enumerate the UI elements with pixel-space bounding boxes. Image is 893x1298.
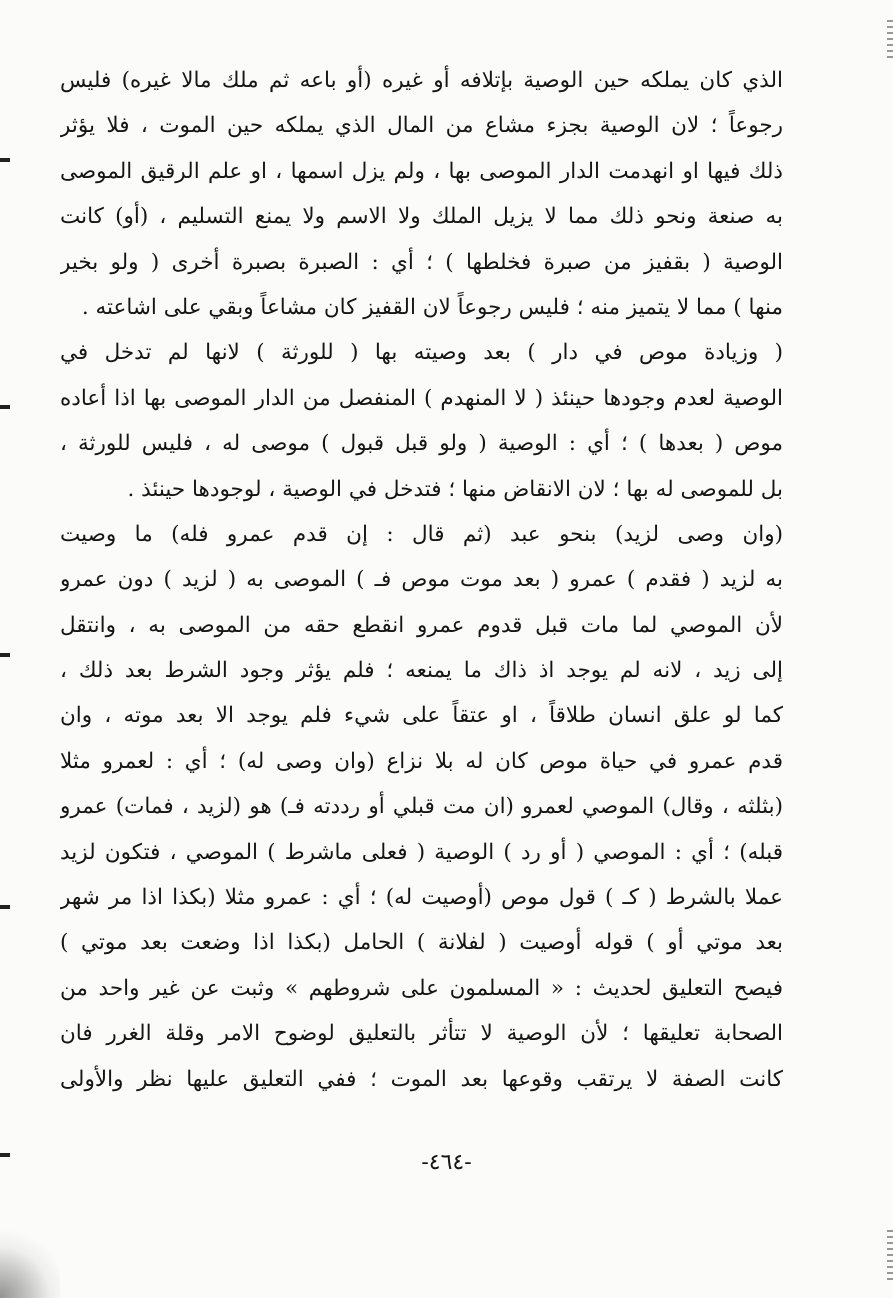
margin-mark xyxy=(0,653,10,657)
text-line: (بثلثه ، وقال) الموصي لعمرو (ان مت قبلي أو رددته فـ) هو (لزيد ، فمات) عمرو xyxy=(60,794,783,820)
text-line: بعد موتي أو ) قوله أوصيت ( لفلانة ) الحامل (بكذا اذا وضعت بعد موتي ) xyxy=(60,930,783,956)
text-line: به لزيد ( فقدم ) عمرو ( بعد موت موص فـ ) الموصى به ( لزيد ) دون عمرو xyxy=(60,567,783,593)
text-line: الوصية لعدم وجودها حينئذ ( لا المنهدم ) المنفصل من الدار الموصى بها اذا أعاده xyxy=(60,385,783,411)
text-line: ( وزيادة موص في دار ) بعد وصيته بها ( للورثة ) لانها لم تدخل في xyxy=(60,340,783,366)
text-line: ذلك فيها او انهدمت الدار الموصى بها ، ولم يزل اسمها ، او علم الرقيق الموصى xyxy=(60,158,783,184)
text-line: منها ) مما لا يتميز منه ؛ فليس رجوعاً لان القفيز كان مشاعاً وبقي على اشاعته . xyxy=(81,294,783,320)
text-line: (وان وصى لزيد) بنحو عبد (ثم قال : إن قدم عمرو فله) ما وصيت xyxy=(60,521,783,547)
text-line: لأن الموصي لما مات قبل قدوم عمرو انقطع حقه من الموصى به ، وانتقل xyxy=(60,612,783,638)
corner-stain xyxy=(0,1228,60,1298)
page-number: -٤٦٤- xyxy=(421,1150,472,1175)
margin-mark xyxy=(0,405,10,409)
margin-mark xyxy=(0,905,10,909)
text-line: الوصية ( بقفيز من صبرة فخلطها ) ؛ أي : الصبرة بصبرة أخرى ( ولو بخير xyxy=(60,249,783,275)
text-line: عملا بالشرط ( كـ ) قول موص (أوصيت له) ؛ أي : عمرو مثلا (بكذا اذا مر شهر xyxy=(60,885,783,911)
text-line: موص ( بعدها ) ؛ أي : الوصية ( ولو قبل قبول ) موصى له ، فليس للورثة ، xyxy=(60,431,783,457)
body-text xyxy=(60,58,783,1102)
text-line: قبله) ؛ أي : الموصي ( أو رد ) الوصية ( فعلى ماشرط ) الموصي ، فتكون لزيد xyxy=(60,839,783,865)
text-line: به صنعة ونحو ذلك مما لا يزيل الملك ولا الاسم ولا يمنع التسليم ، (أو) كانت xyxy=(60,204,783,230)
text-line: الذي كان يملكه حين الوصية بإتلافه أو غيره (أو باعه ثم ملك مالا غيره) فليس xyxy=(60,68,783,93)
text-line: رجوعاً ؛ لان الوصية بجزء مشاع من المال الذي يملكه حين الموت ، فلا يؤثر xyxy=(60,113,783,139)
text-line: كانت الصفة لا يرتقب وقوعها بعد الموت ؛ ففي التعليق عليها نظر والأولى xyxy=(60,1066,783,1092)
text-line: كما لو علق انسان طلاقاً ، او عتقاً على شيء فلم يوجد الا بعد موته ، وان xyxy=(60,703,783,729)
right-edge-specks xyxy=(887,1230,893,1280)
text-line: الصحابة تعليقها ؛ لأن الوصية لا تتأثر بالتعليق لوضوح الامر وقلة الغرر فان xyxy=(60,1021,783,1047)
text-line: فيصح التعليق لحديث : « المسلمون على شروطهم » وثبت عن غير واحد من xyxy=(60,975,783,1001)
text-line: بل للموصى له بها ؛ لان الانقاض منها ؛ فتدخل في الوصية ، لوجودها حينئذ . xyxy=(127,476,783,502)
text-line: قدم عمرو في حياة موص كان له بلا نزاع (وان وصى له) ؛ أي : لعمرو مثلا xyxy=(60,748,783,774)
margin-mark xyxy=(0,1153,10,1157)
text-line: إلى زيد ، لانه لم يوجد اذ ذاك ما يمنعه ؛ فلم يؤثر وجود الشرط بعد ذلك ، xyxy=(60,658,783,684)
right-edge-specks xyxy=(887,20,893,60)
margin-mark xyxy=(0,158,10,162)
